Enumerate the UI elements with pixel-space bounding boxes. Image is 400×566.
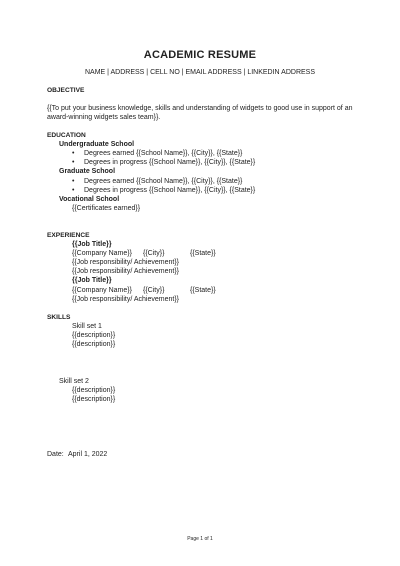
- job-state: {{State}}: [190, 287, 216, 294]
- objective-line-2: award-winning widgets sales team}}.: [47, 114, 161, 121]
- page-number: Page 1 of 1: [187, 536, 213, 542]
- date-label: Date:: [47, 451, 64, 458]
- vocational-label: Vocational School: [59, 196, 120, 203]
- job-company: {{Company Name}}: [72, 250, 132, 257]
- skill-description: {{description}}: [72, 396, 116, 403]
- job-responsibility: {{Job responsibility/ Achievement}}: [72, 296, 180, 303]
- job-state: {{State}}: [190, 250, 216, 257]
- undergrad-item-2: Degrees in progress {{School Name}}, {{City}}, {{State}}: [84, 159, 256, 166]
- resume-title: ACADEMIC RESUME: [143, 49, 257, 61]
- bullet-icon: •: [72, 187, 75, 194]
- bullet-icon: •: [72, 178, 75, 185]
- objective-line-1: {{To put your business knowledge, skills and understanding of widgets to good use in support of an: [47, 105, 353, 112]
- skill-description: {{description}}: [72, 387, 116, 394]
- grad-item-1: Degrees earned {{School Name}}, {{City}}, {{State}}: [84, 178, 243, 185]
- job-city: {{City}}: [143, 287, 165, 294]
- bullet-icon: •: [72, 159, 75, 166]
- skill-set-label: Skill set 1: [72, 323, 102, 330]
- skill-description: {{description}}: [72, 341, 116, 348]
- skill-description: {{description}}: [72, 332, 116, 339]
- experience-heading: EXPERIENCE: [47, 232, 90, 239]
- grad-item-2: Degrees in progress {{School Name}}, {{City}}, {{State}}: [84, 187, 256, 194]
- skill-set-label: Skill set 2: [59, 378, 89, 385]
- job-responsibility: {{Job responsibility/ Achievement}}: [72, 259, 180, 266]
- education-heading: EDUCATION: [47, 132, 86, 139]
- vocational-item: {{Certificates earned}}: [72, 205, 141, 212]
- grad-label: Graduate School: [59, 168, 116, 175]
- date-value: April 1, 2022: [68, 451, 108, 458]
- job-title: {{Job Title}}: [72, 277, 112, 284]
- contact-line: NAME | ADDRESS | CELL NO | EMAIL ADDRESS | LINKEDIN ADDRESS: [84, 69, 316, 76]
- bullet-icon: •: [72, 150, 75, 157]
- undergrad-item-1: Degrees earned {{School Name}}, {{City}}, {{State}}: [84, 150, 243, 157]
- undergrad-label: Undergraduate School: [59, 141, 135, 148]
- job-city: {{City}}: [143, 250, 165, 257]
- objective-heading: OBJECTIVE: [47, 87, 85, 94]
- job-company: {{Company Name}}: [72, 287, 132, 294]
- skills-heading: SKILLS: [47, 314, 71, 321]
- job-responsibility: {{Job responsibility/ Achievement}}: [72, 268, 180, 275]
- job-title: {{Job Title}}: [72, 241, 112, 248]
